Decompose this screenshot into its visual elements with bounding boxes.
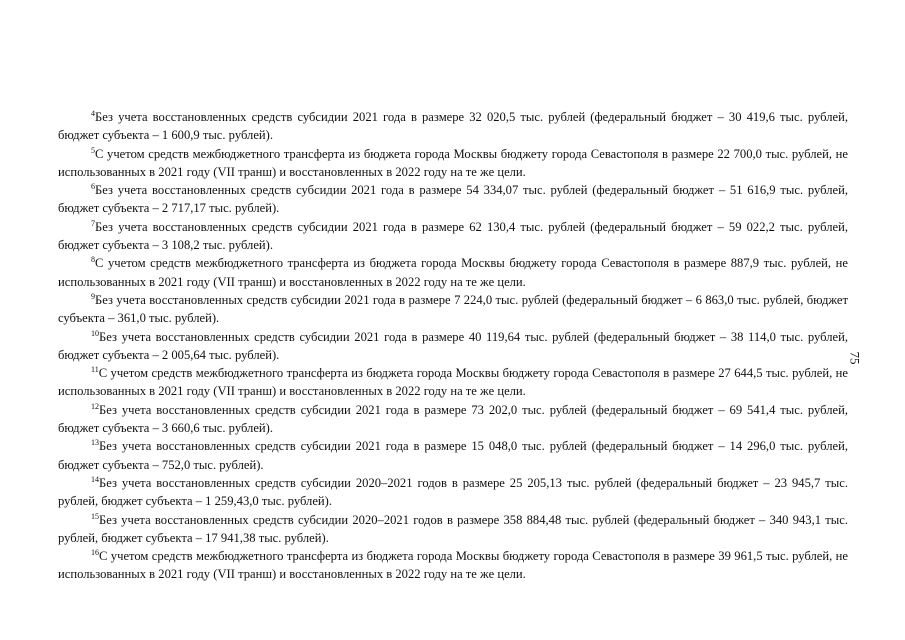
footnote-6 — [58, 181, 848, 218]
footnote-text: С учетом средств межбюджетного трансферта из бюджета города Москвы бюджету города Севастополя в размере 22 700,0 тыс. рублей, не использованных в 2021 году (VII транш) и восстановленных в 2022 году на те же цели. — [58, 146, 848, 179]
footnote-text: Без учета восстановленных средств субсидии 2021 года в размере 73 202,0 тыс. рублей (федеральный бюджет – 69 541,4 тыс. рублей, бюджет субъекта – 3 660,6 тыс. рублей). — [58, 402, 848, 436]
footnote-number: 16 — [91, 548, 99, 558]
footnote-text: Без учета восстановленных средств субсидии 2021 года в размере 7 224,0 тыс. рублей (федеральный бюджет – 6 863,0 тыс. рублей, бюджет субъекта – 361,0 тыс. рублей). — [58, 292, 848, 326]
footnote-8 — [58, 254, 848, 291]
footnote-12 — [58, 401, 848, 438]
footnote-15 — [58, 511, 848, 548]
page-number: 75 — [847, 351, 863, 365]
footnote-number: 6 — [91, 182, 95, 192]
footnote-13 — [58, 437, 848, 474]
footnote-number: 14 — [91, 474, 99, 484]
footnote-text: С учетом средств межбюджетного трансферта из бюджета города Москвы бюджету города Севастополя в размере 887,9 тыс. рублей, не использованных в 2021 году (VII транш) и восстановленных в 2022 году на те же цели. — [58, 256, 848, 289]
footnote-number: 7 — [91, 218, 95, 228]
footnote-number: 5 — [91, 145, 95, 155]
footnote-number: 11 — [91, 365, 99, 375]
footnote-text: Без учета восстановленных средств субсидии 2021 года в размере 32 020,5 тыс. рублей (федеральный бюджет – 30 419,6 тыс. рублей, бюджет субъекта – 1 600,9 тыс. рублей). — [58, 110, 848, 143]
footnote-text: С учетом средств межбюджетного трансферта из бюджета города Москвы бюджету города Севастополя в размере 39 961,5 тыс. рублей, не использованных в 2021 году (VII транш) и восстановленных в 2022 году на те же цели. — [58, 549, 848, 582]
footnote-text: Без учета восстановленных средств субсидии 2020–2021 годов в размере 25 205,13 тыс. рублей (федеральный бюджет – 23 945,7 тыс. рублей, бюджет субъекта – 1 259,43,0 тыс. рублей). — [58, 475, 848, 509]
footnote-14 — [58, 474, 848, 511]
footnote-text: Без учета восстановленных средств субсидии 2021 года в размере 54 334,07 тыс. рублей (федеральный бюджет – 51 616,9 тыс. рублей, бюджет субъекта – 2 717,17 тыс. рублей). — [58, 183, 848, 216]
footnote-5 — [58, 145, 848, 182]
footnotes-section — [58, 108, 848, 584]
footnote-number: 10 — [91, 328, 99, 338]
footnote-11 — [58, 364, 848, 401]
footnote-text: Без учета восстановленных средств субсидии 2021 года в размере 15 048,0 тыс. рублей (федеральный бюджет – 14 296,0 тыс. рублей, бюджет субъекта – 752,0 тыс. рублей). — [58, 439, 848, 472]
footnote-text: Без учета восстановленных средств субсидии 2021 года в размере 40 119,64 тыс. рублей (федеральный бюджет – 38 114,0 тыс. рублей, бюджет субъекта – 2 005,64 тыс. рублей). — [58, 329, 848, 362]
footnote-9 — [58, 291, 848, 328]
footnote-text: Без учета восстановленных средств субсидии 2021 года в размере 62 130,4 тыс. рублей (федеральный бюджет – 59 022,2 тыс. рублей, бюджет субъекта – 3 108,2 тыс. рублей). — [58, 219, 848, 253]
footnote-text: Без учета восстановленных средств субсидии 2020–2021 годов в размере 358 884,48 тыс. рублей (федеральный бюджет – 340 943,1 тыс. рублей, бюджет субъекта – 17 941,38 тыс. рублей). — [58, 512, 848, 545]
footnote-number: 9 — [91, 291, 95, 301]
footnote-10 — [58, 328, 848, 365]
footnote-4 — [58, 108, 848, 145]
footnote-number: 4 — [91, 109, 95, 118]
footnote-number: 15 — [91, 511, 99, 521]
footnote-7 — [58, 218, 848, 255]
footnote-text: С учетом средств межбюджетного трансферта из бюджета города Москвы бюджету города Севастополя в размере 27 644,5 тыс. рублей, не использованных в 2021 году (VII транш) и восстановленных в 2022 году на те же цели. — [58, 366, 848, 399]
footnote-number: 8 — [91, 255, 95, 265]
footnote-16 — [58, 547, 848, 584]
footnote-number: 13 — [91, 438, 99, 448]
footnote-number: 12 — [91, 401, 99, 411]
